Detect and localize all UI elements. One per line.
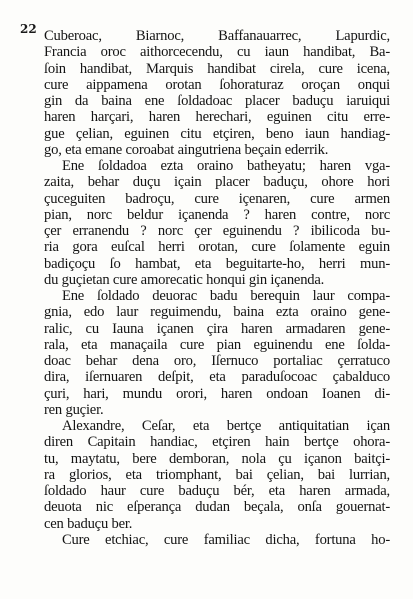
text-line: ria gora euſcal herri orotan, cure ſolamente eguin xyxy=(44,239,390,256)
text-line: rala, eta manaçaila cure pian eguinendu ene ſolda- xyxy=(44,336,390,353)
text-line: haren harçari, haren herechari, eguinen citu erre- xyxy=(44,109,390,126)
text-line: çer erranendu ? norc çer eguinendu ? ibilicoda bu- xyxy=(44,223,390,239)
text-line: Ene ſoldado deuorac badu berequin laur compa- xyxy=(62,288,390,304)
text-line: ren guçier. xyxy=(44,401,104,418)
text-line: deuota nic eſperança dudan beçala, onſa gouernat- xyxy=(44,499,390,516)
text-line: pian, norc beldur içanenda ? haren contre, norc xyxy=(44,206,390,223)
text-line: çuceguiten badroçu, cure içenaren, cure armen xyxy=(44,190,390,207)
page-number: 22 xyxy=(20,22,37,36)
text-line: ſoldado haur cure baduçu bér, eta haren armada, xyxy=(44,483,390,499)
text-line: çuri, hari, mundu orori, haren ondoan Ioanen di- xyxy=(44,385,390,402)
text-line: dira, iſernuaren deſpit, eta paraduſocoac çabalduco xyxy=(44,369,390,386)
text-line: ſoin handibat, Marquis handibat cirela, cure icena, xyxy=(44,60,390,77)
text-line: ralic, cu Iauna içanen çira haren armadaren gene- xyxy=(44,320,390,337)
text-line: cure aippamena orotan ſohoraturaz oroçan onqui xyxy=(44,76,390,93)
text-line: gue çelian, eguinen citu etçiren, beno iaun handiag- xyxy=(44,125,390,142)
text-line: badiçoçu ſo hambat, eta beguitarte-ho, herri mun- xyxy=(44,255,390,272)
text-line: Francia oroc aithorcecendu, cu iaun handibat, Ba- xyxy=(44,44,390,61)
text-line: go, eta emane coroabat aingutriena beçain ederrik. xyxy=(44,141,329,158)
text-line: cen baduçu ber. xyxy=(44,515,133,532)
text-line: du guçietan cure amorecatic honqui gin içanenda. xyxy=(44,271,325,288)
text-line: diren Capitain handiac, etçiren hain bertçe ohora- xyxy=(44,434,390,451)
text-line: Ene ſoldadoa ezta oraino batheyatu; haren vga- xyxy=(62,158,390,174)
text-line: Cure etchiac, cure familiac dicha, fortuna ho- xyxy=(62,531,390,548)
text-line: Cuberoac, Biarnoc, Baffanauarrec, Lapurdic, xyxy=(44,28,390,44)
body-text xyxy=(44,28,390,548)
text-line: tu, maytatu, bere demboran, nola çu içanon baitçi- xyxy=(44,450,390,467)
text-line: zaita, behar duçu içain placer baduçu, ohore hori xyxy=(44,174,390,191)
text-line: ra glorios, eta triomphant, bai çelian, bai lurrian, xyxy=(44,466,390,483)
text-line: gin da baina ene ſoldadoac placer baduçu iaruiqui xyxy=(44,93,390,109)
text-line: doac behar dena oro, Iſernuco portaliac çerratuco xyxy=(44,353,390,369)
text-line: Alexandre, Ceſar, eta bertçe antiquitatian içan xyxy=(62,418,390,434)
text-line: gnia, edo laur reguimendu, baina ezta oraino gene- xyxy=(44,304,390,321)
